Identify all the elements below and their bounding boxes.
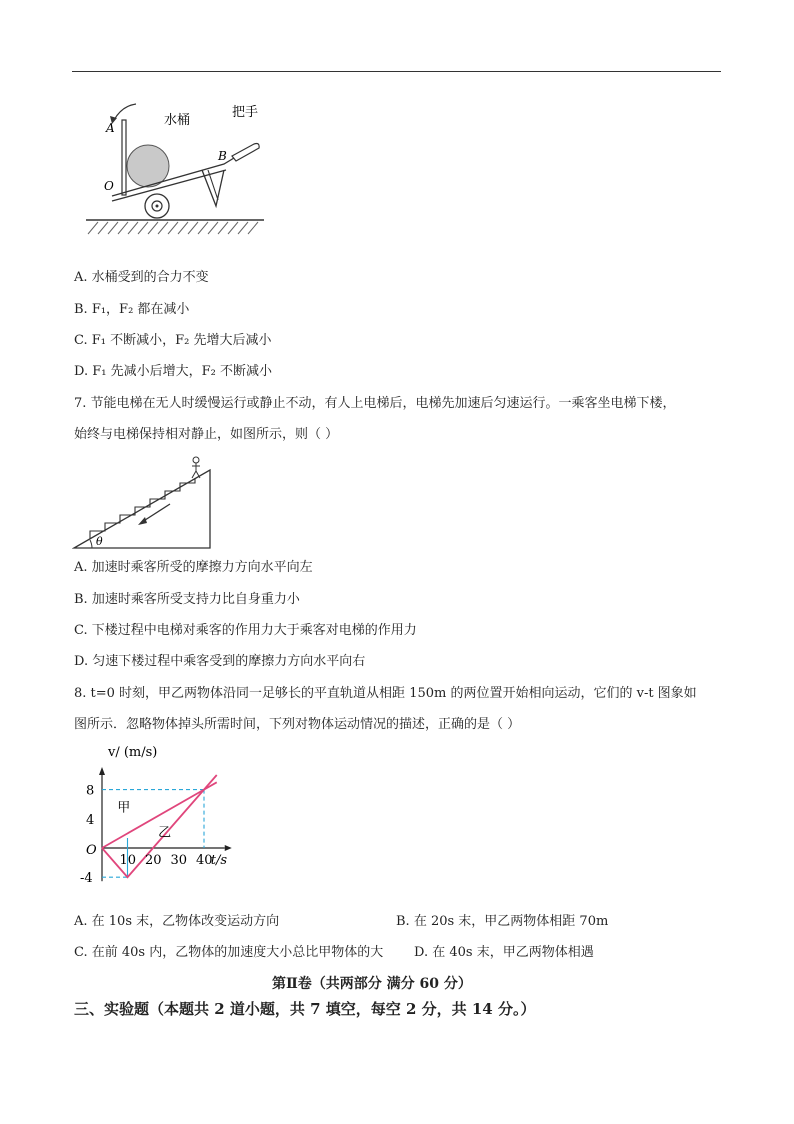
q8-stem-line2: 图所示．忽略物体掉头所需时间，下列对物体运动情况的描述，正确的是（ ）: [74, 717, 521, 732]
q7-option-c: C. 下楼过程中电梯对乘客的作用力大于乘客对电梯的作用力: [74, 623, 417, 638]
x-tick-label: 40: [196, 853, 213, 868]
q7-option-b: B. 加速时乘客所受支持力比自身重力小: [74, 592, 300, 607]
x-tick-label: 10: [119, 853, 137, 868]
q8-option-a: A. 在 10s 末，乙物体改变运动方向: [74, 914, 280, 929]
x-axis-label: t/s: [210, 853, 228, 868]
origin-label: O: [86, 843, 97, 858]
header-rule: [72, 71, 721, 72]
y-axis-arrow: [99, 767, 105, 775]
section-2-title: 第Ⅱ卷（共两部分 满分 60 分）: [272, 976, 472, 992]
vt-chart: [70, 742, 290, 902]
series-label-jia: 甲: [117, 800, 131, 816]
label-handle: 把手: [232, 105, 259, 120]
q6-option-d: D. F₁ 先减小后增大，F₂ 不断减小: [74, 364, 272, 379]
x-tick-label: 20: [145, 853, 162, 868]
q7-option-d: D. 匀速下楼过程中乘客受到的摩擦力方向水平向右: [74, 654, 366, 669]
q6-option-c: C. F₁ 不断减小，F₂ 先增大后减小: [74, 333, 272, 348]
wheelbarrow-figure: [84, 98, 268, 238]
series-label-yi: 乙: [158, 825, 172, 841]
x-axis-arrow: [225, 845, 232, 851]
y-axis-label: v/ (m/s): [108, 745, 158, 760]
x-tick-label: 30: [170, 853, 188, 868]
q7-option-a: A. 加速时乘客所受的摩擦力方向水平向左: [74, 560, 313, 575]
y-tick-label: 4: [86, 812, 95, 828]
q8-option-b: B. 在 20s 末，甲乙两物体相距 70m: [396, 914, 609, 929]
label-A: A: [106, 121, 115, 135]
y-tick-label: 8: [86, 783, 95, 799]
q6-option-a: A. 水桶受到的合力不变: [74, 270, 209, 285]
q7-stem-line1: 7. 节能电梯在无人时缓慢运行或静止不动，有人上电梯后，电梯先加速后匀速运行。一乘客坐电梯下楼，: [74, 396, 676, 411]
label-B: B: [218, 149, 227, 163]
q6-option-b: B. F₁，F₂ 都在减小: [74, 302, 190, 317]
label-theta: θ: [96, 535, 103, 548]
q8-stem-line1: 8. t=0 时刻，甲乙两物体沿同一足够长的平直轨道从相距 150m 的两位置开始相向运动，它们的 v-t 图象如: [74, 686, 697, 701]
label-bucket: 水桶: [164, 113, 191, 128]
q8-option-d: D. 在 40s 末，甲乙两物体相遇: [414, 945, 594, 960]
q7-stem-line2: 始终与电梯保持相对静止，如图所示，则（ ）: [74, 427, 339, 442]
label-O: O: [104, 179, 114, 193]
q8-option-c: C. 在前 40s 内，乙物体的加速度大小总比甲物体的大: [74, 945, 384, 960]
section-3-heading: 三、实验题（本题共 2 道小题，共 7 填空，每空 2 分，共 14 分。）: [74, 1000, 536, 1018]
y-tick-label: -4: [80, 871, 93, 887]
escalator-figure: [72, 452, 214, 552]
